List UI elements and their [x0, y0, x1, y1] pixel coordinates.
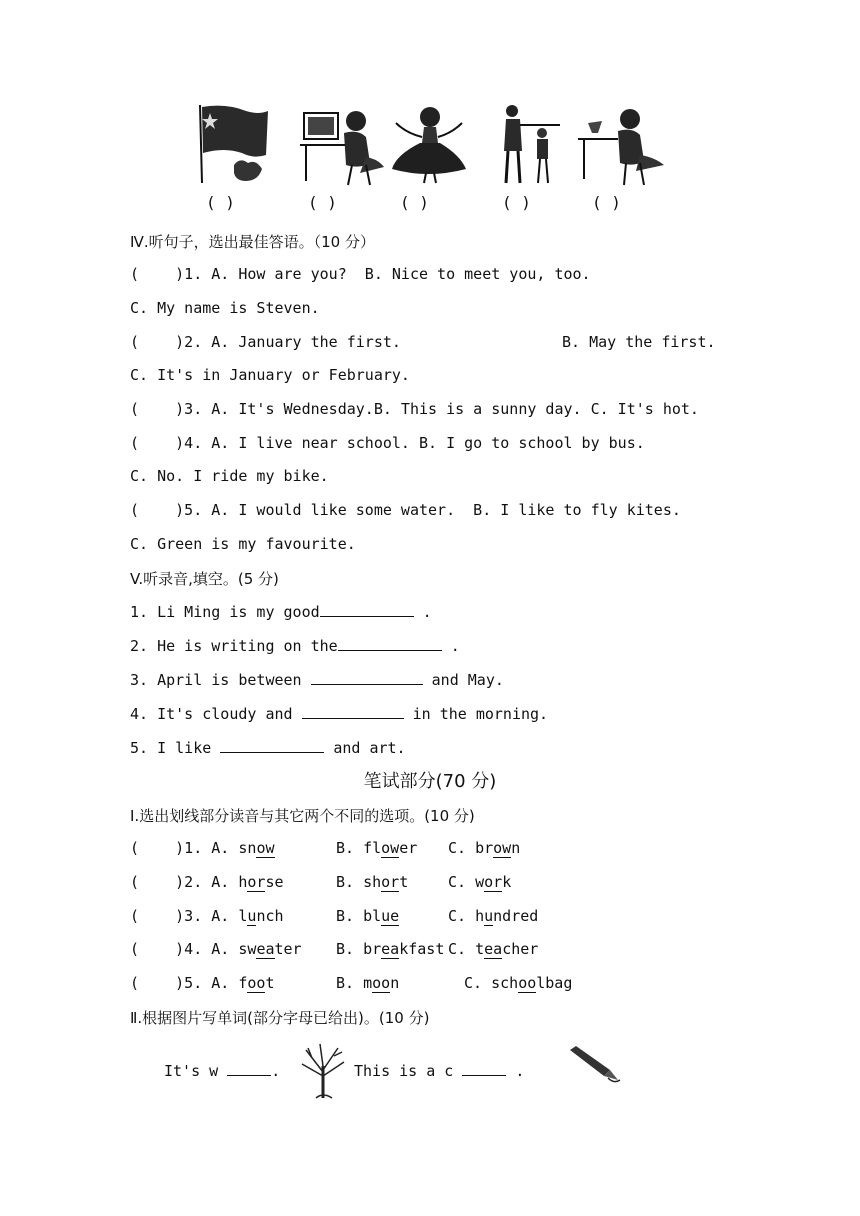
reading-boy-icon [578, 103, 666, 187]
underlined-letters: ue [381, 907, 400, 925]
computer-boy-icon [300, 103, 386, 187]
fill-blank-line [130, 602, 432, 621]
underlined-letters: ea [484, 940, 503, 958]
sentence-text: . [271, 1062, 281, 1080]
answer-paren[interactable]: ( ) [206, 193, 235, 212]
underlined-letters: or [381, 873, 400, 891]
answer-blank[interactable] [320, 602, 414, 617]
question-line: C. My name is Steven. [130, 299, 320, 317]
fill-blank-line [130, 738, 406, 757]
option-text: n [511, 839, 521, 857]
option-text: k [502, 873, 512, 891]
underlined-letters: ea [381, 940, 400, 958]
option-text: t [399, 873, 409, 891]
option-word [448, 839, 520, 857]
tree-icon [298, 1042, 348, 1100]
option-word [130, 839, 275, 857]
dancing-girl-icon [388, 103, 470, 185]
question-line: ( )2. A. January the first. [130, 333, 401, 351]
fill-blank-line [354, 1061, 524, 1080]
underlined-letters: oo [247, 974, 266, 992]
underlined-letters: ow [381, 839, 400, 857]
sentence-text: It's w [164, 1062, 228, 1080]
option-text: C. br [448, 839, 494, 857]
option-word [130, 907, 284, 925]
option-text: f [238, 974, 248, 992]
option-text: B. br [336, 940, 382, 958]
option-text: B. m [336, 974, 373, 992]
option-word [336, 839, 417, 857]
section-heading: Ⅳ.听句子，选出最佳答语。（10 分） [130, 233, 375, 251]
question-line: ( )4. A. I live near school. B. I go to school by bus. [130, 434, 645, 452]
option-text: C. sch [464, 974, 519, 992]
option-text: se [265, 873, 284, 891]
option-text: n [390, 974, 400, 992]
sentence-text: 4. It's cloudy and [130, 705, 302, 723]
sentence-text: This is a c [354, 1062, 463, 1080]
option-text: B. fl [336, 839, 382, 857]
option-text: kfast [399, 940, 445, 958]
sentence-text: 3. April is between [130, 671, 311, 689]
underlined-letters: ea [256, 940, 275, 958]
sentence-text: and May. [422, 671, 504, 689]
underlined-letters: or [484, 873, 503, 891]
option-text: C. t [448, 940, 485, 958]
option-text: B. bl [336, 907, 382, 925]
crayon-icon [566, 1044, 622, 1086]
sentence-text: 2. He is writing on the [130, 637, 338, 655]
option-word [336, 873, 408, 891]
question-line: C. It's in January or February. [130, 366, 410, 384]
sentence-text: . [413, 603, 432, 621]
option-text: C. w [448, 873, 485, 891]
underlined-letters: u [247, 907, 257, 925]
sentence-text: . [441, 637, 460, 655]
answer-blank[interactable] [220, 738, 324, 753]
option-text: ( )3. A. [130, 907, 239, 925]
option-text: ( )5. A. [130, 974, 239, 992]
option-word [448, 940, 538, 958]
fill-blank-line [130, 704, 548, 723]
underlined-letters: oo [518, 974, 537, 992]
answer-blank[interactable] [338, 636, 442, 651]
underlined-letters: ow [493, 839, 512, 857]
option-text: nch [256, 907, 284, 925]
answer-blank[interactable] [311, 670, 423, 685]
fill-blank-line [130, 636, 460, 655]
option-word [464, 974, 572, 992]
question-line: ( )5. A. I would like some water. B. I like to fly kites. [130, 501, 681, 519]
option-text: ( )1. A. [130, 839, 239, 857]
teacher-boy-icon [498, 103, 566, 187]
question-line: ( )1. A. How are you? B. Nice to meet you, too. [130, 265, 591, 283]
option-text: ndred [493, 907, 539, 925]
question-line: C. Green is my favourite. [130, 535, 356, 553]
part-title: 笔试部分(70 分) [363, 771, 497, 792]
question-line: B. May the first. [562, 333, 716, 351]
section-heading: Ⅰ.选出划线部分读音与其它两个不同的选项。(10 分) [130, 807, 475, 825]
answer-blank[interactable] [462, 1061, 506, 1076]
option-word [336, 974, 399, 992]
fill-blank-line [130, 670, 504, 689]
option-text: lbag [536, 974, 573, 992]
option-text: C. h [448, 907, 485, 925]
answer-paren[interactable]: ( ) [592, 193, 621, 212]
section-heading: V.听录音,填空。(5 分) [130, 570, 279, 588]
sentence-text: in the morning. [403, 705, 549, 723]
option-text: h [238, 873, 248, 891]
answer-paren[interactable]: ( ) [308, 193, 337, 212]
fill-blank-line [164, 1061, 280, 1080]
option-text: B. sh [336, 873, 382, 891]
option-word [130, 940, 302, 958]
option-text: ( )4. A. [130, 940, 239, 958]
section-heading: Ⅱ.根据图片写单词(部分字母已给出)。(10 分) [130, 1009, 430, 1027]
option-text: ter [274, 940, 302, 958]
question-line: ( )3. A. It's Wednesday.B. This is a sunny day. C. It's hot. [130, 400, 699, 418]
option-word [448, 907, 538, 925]
option-word [336, 940, 444, 958]
question-line: C. No. I ride my bike. [130, 467, 329, 485]
underlined-letters: oo [372, 974, 391, 992]
sentence-text: and art. [324, 739, 406, 757]
option-text: t [265, 974, 275, 992]
sentence-text: . [506, 1062, 525, 1080]
option-text: cher [502, 940, 539, 958]
flag-icon [196, 103, 272, 185]
answer-blank[interactable] [302, 704, 404, 719]
answer-paren[interactable]: ( ) [400, 193, 429, 212]
answer-paren[interactable]: ( ) [502, 193, 531, 212]
underlined-letters: ow [256, 839, 275, 857]
option-text: sn [238, 839, 257, 857]
underlined-letters: u [484, 907, 494, 925]
option-word [448, 873, 511, 891]
option-text: er [399, 839, 418, 857]
sentence-text: 1. Li Ming is my good [130, 603, 320, 621]
option-text: ( )2. A. [130, 873, 239, 891]
answer-blank[interactable] [227, 1061, 271, 1076]
option-word [130, 873, 284, 891]
underlined-letters: or [247, 873, 266, 891]
option-text: l [238, 907, 248, 925]
option-text: sw [238, 940, 257, 958]
option-word [130, 974, 275, 992]
option-word [336, 907, 399, 925]
sentence-text: 5. I like [130, 739, 221, 757]
